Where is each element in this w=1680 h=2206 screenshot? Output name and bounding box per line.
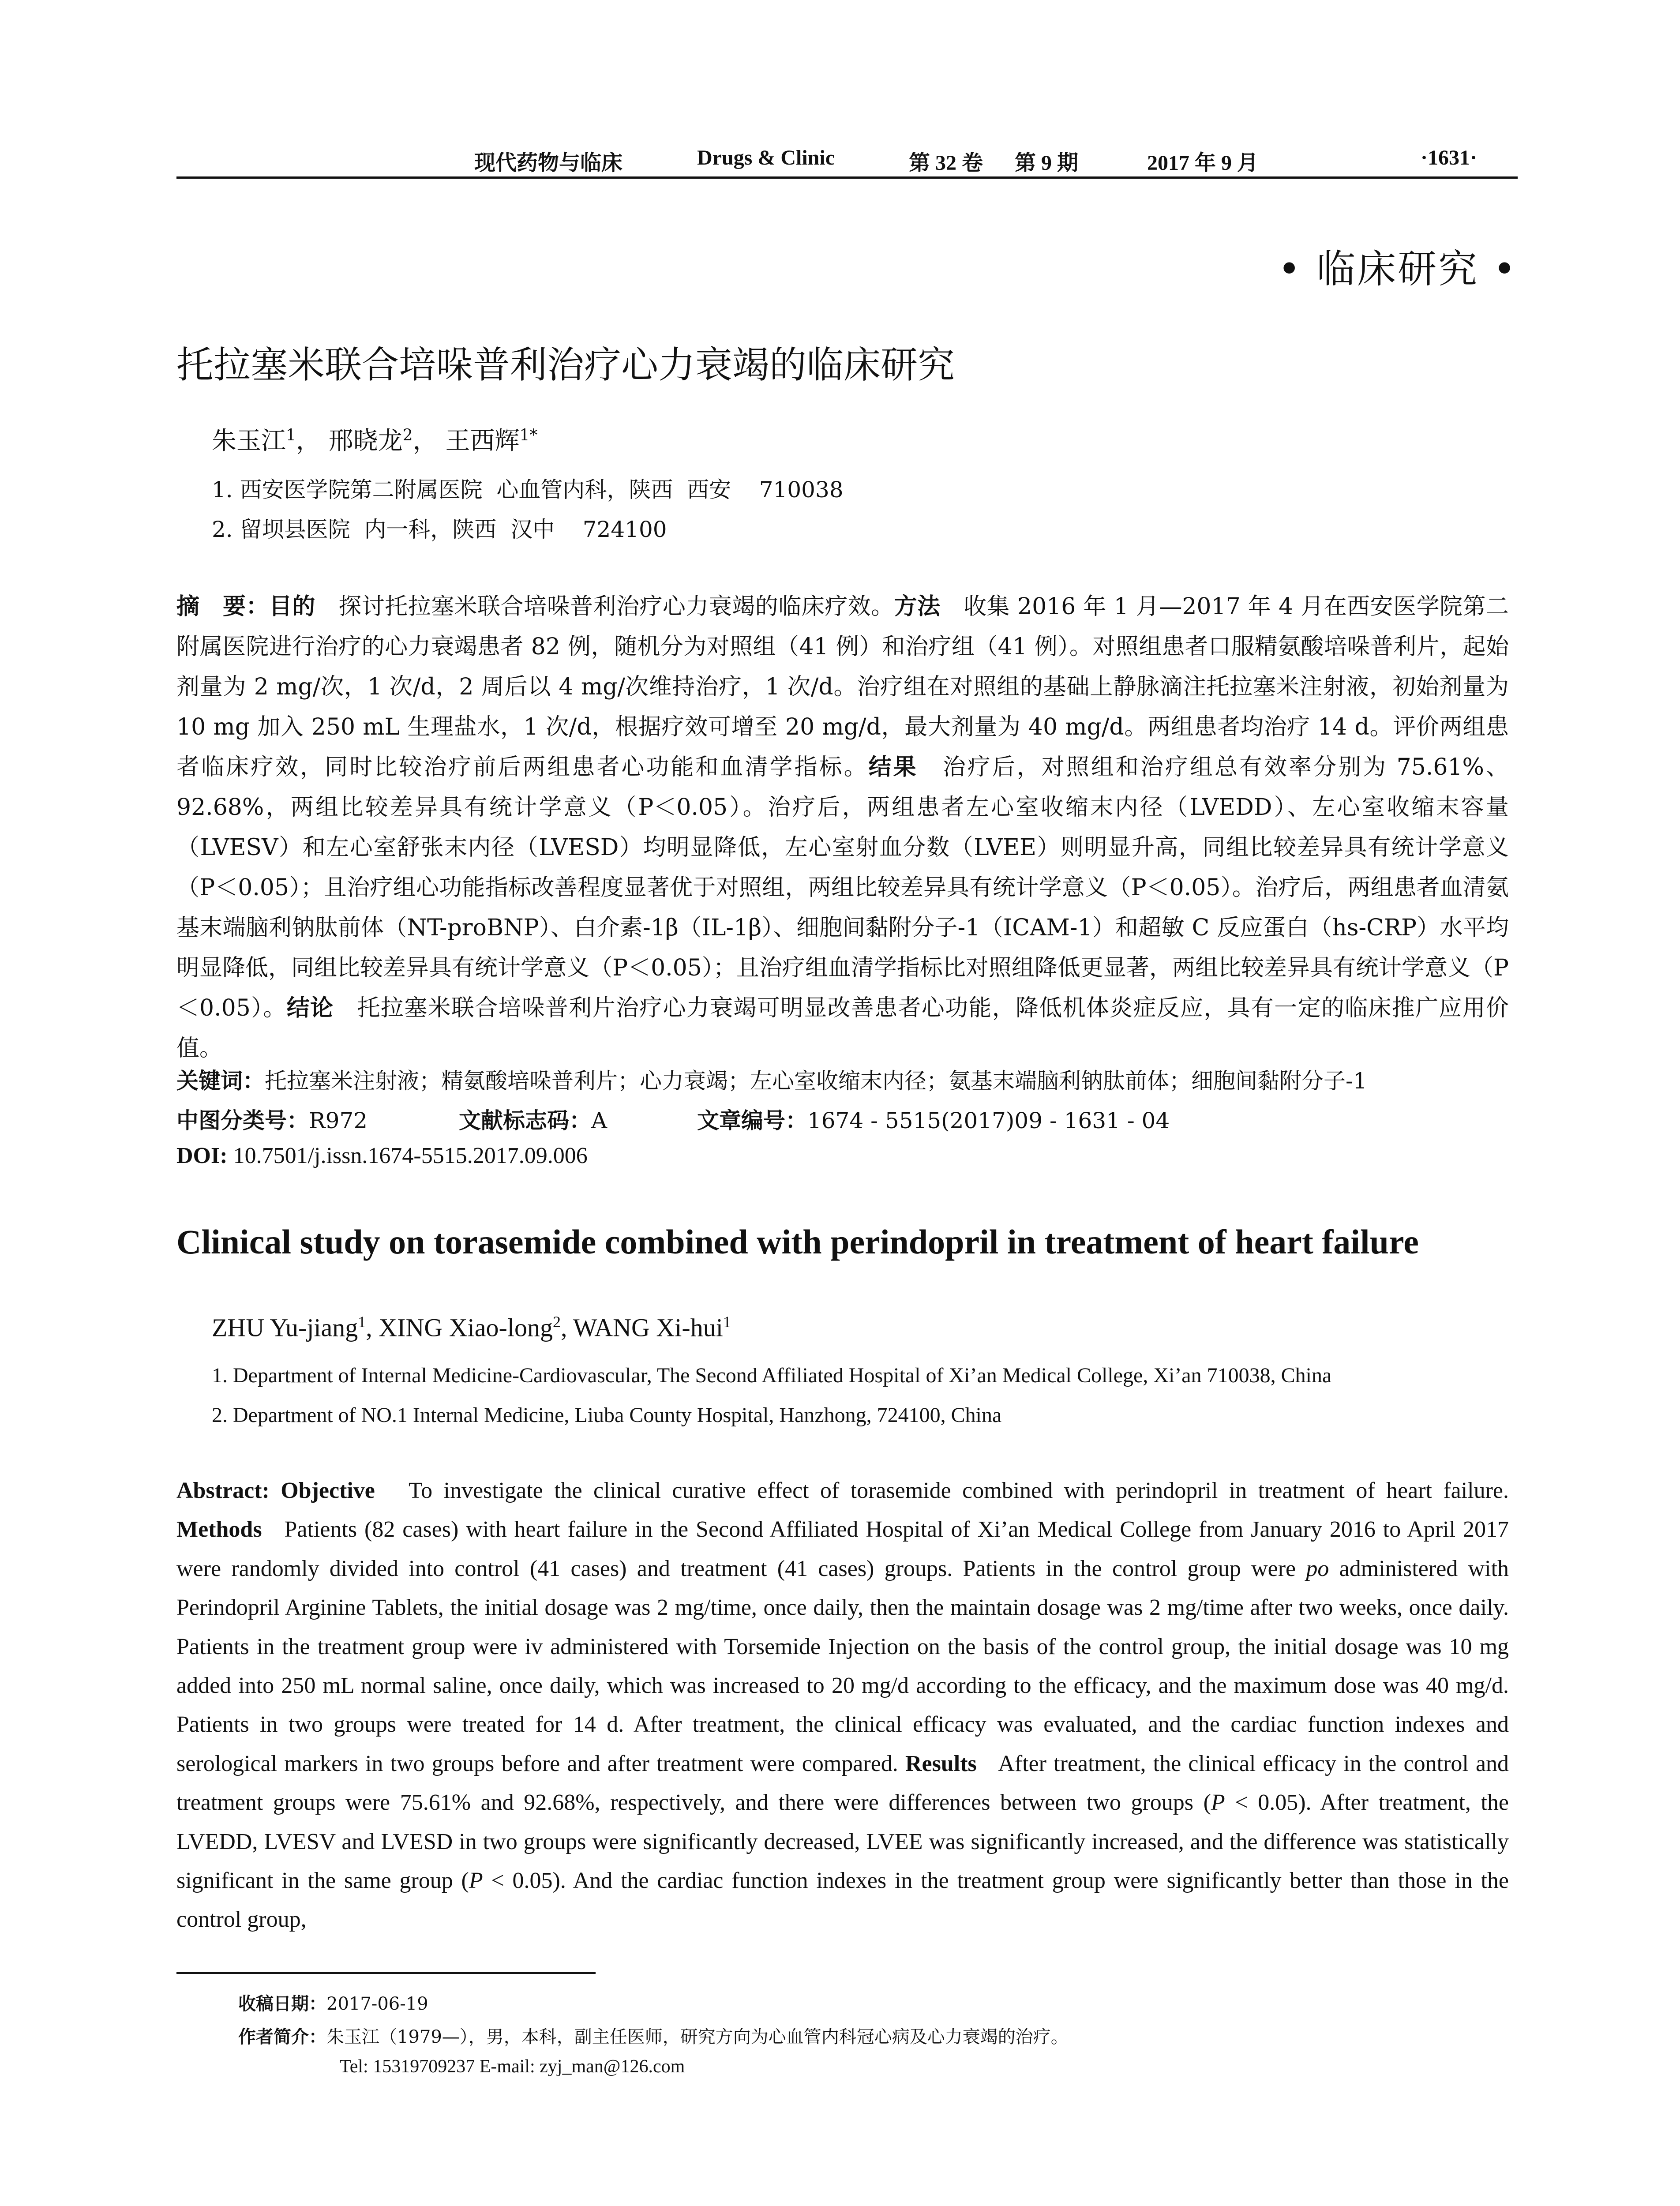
author-name-en: XING Xiao-long	[379, 1313, 553, 1342]
author-name-en: WANG Xi-hui	[573, 1313, 723, 1342]
authors-cn	[212, 421, 537, 457]
author-affiliation-mark: 1*	[519, 426, 538, 445]
affiliation-cn-1: 1. 西安医学院第二附属医院 心血管内科，陕西 西安 710038	[212, 477, 844, 503]
affiliation-cn-2: 2. 留坝县医院 内一科，陕西 汉中 724100	[212, 517, 667, 542]
doi-value: 10.7501/j.issn.1674-5515.2017.09.006	[233, 1143, 588, 1168]
keywords-cn	[176, 1063, 1526, 1095]
section-label: • 临床研究 •	[1278, 246, 1518, 292]
author-affiliation-mark-en: 2	[552, 1313, 561, 1331]
results-en-text-cont: < 0.05). After treatment, the LVEDD, LVESV and LVESD in two groups were significantly decreased, LVEE was significantly increased, and the difference was statistically significant in the same group (	[176, 1790, 1509, 1894]
article-no-label: 文章编号：	[697, 1108, 807, 1133]
abstract-en-label: Abstract:	[176, 1478, 270, 1503]
abstract-label: 摘 要：	[176, 593, 269, 620]
author-separator: ，	[296, 427, 321, 455]
keywords-text: 托拉塞米注射液；精氨酸培哚普利片；心力衰竭；左心室收缩末内径；氨基末端脑利钠肽前体；细胞间黏附分子-1	[265, 1068, 1367, 1094]
objective-en-text: To investigate the clinical curative effect of torasemide combined with perindopril in treatment of heart failure.	[409, 1478, 1509, 1503]
conclusion-label: 结论	[286, 995, 334, 1021]
issue-date: 2017 年 9 月	[1147, 151, 1259, 175]
results-en-label: Results	[905, 1751, 977, 1776]
results-en-text-end: < 0.05). And the cardiac function indexes in the treatment group were significantly better than those in the control group,	[176, 1868, 1509, 1932]
author-name: 朱玉江	[212, 427, 286, 455]
results-en-text: After treatment, the clinical efficacy in the control and treatment groups were 75.61% and 92.68%, respectively, and there were differences between two groups (	[176, 1751, 1509, 1816]
conclusion-text: 托拉塞米联合培哚普利片治疗心力衰竭可明显改善患者心功能，降低机体炎症反应，具有一定的临床推广应用价值。	[176, 995, 1509, 1062]
page-number: ·1631·	[1421, 146, 1478, 169]
methods-text: 收集 2016 年 1 月—2017 年 4 月在西安医学院第二附属医院进行治疗的心力衰竭患者 82 例，随机分为对照组（41 例）和治疗组（41 例）。对照组患者口服精氨酸培哚普利片，起始剂量为 2 mg/次，1 次/d，2 周后以 4 mg/次维持治疗，1 次/d。治疗组在对照组的基础上静脉滴注托拉塞米注射液，初始剂量为 10 mg 加入 250 mL 生理盐水，1 次/d，根据疗效可增至 20 mg/d，最大剂量为 40 mg/d。两组患者均治疗 14 d。评价两组患者临床疗效，同时比较治疗前后两组患者心功能和血清学指标。	[176, 593, 1509, 780]
methods-en-label: Methods	[176, 1517, 262, 1542]
keywords-label: 关键词：	[176, 1068, 265, 1094]
results-text: 治疗后，对照组和治疗组总有效率分别为 75.61%、92.68%，两组比较差异具有统计学意义（P＜0.05）。治疗后，两组患者左心室收缩末内径（LVEDD）、左心室收缩末容量（LVESV）和左心室舒张末内径（LVESD）均明显降低，左心室射血分数（LVEE）则明显升高，同组比较差异具有统计学意义（P＜0.05）；且治疗组心功能指标改善程度显著优于对照组，两组比较差异具有统计学意义（P＜0.05）。治疗后，两组患者血清氨基末端脑利钠肽前体（NT-proBNP）、白介素-1β（IL-1β）、细胞间黏附分子-1（ICAM-1）和超敏 C 反应蛋白（hs-CRP）水平均明显降低，同组比较差异具有统计学意义（P＜0.05）；且治疗组血清学指标比对照组降低更显著，两组比较差异具有统计学意义（P＜0.05）。	[176, 754, 1509, 1021]
received-value: 2017-06-19	[326, 1994, 428, 2014]
p-symbol: P	[1211, 1790, 1225, 1816]
author-contact: Tel: 15319709237 E-mail: zyj_man@126.com	[340, 2056, 685, 2077]
header-rule	[176, 176, 1518, 179]
author-separator: ，	[412, 427, 438, 455]
authors-en	[212, 1313, 731, 1342]
bio-label: 作者简介：	[238, 2027, 326, 2047]
author-affiliation-mark-en: 1	[358, 1313, 366, 1331]
received-date	[238, 1990, 428, 2015]
document-code	[459, 1103, 607, 1135]
methods-label: 方法	[894, 593, 941, 620]
footnote-rule	[176, 1972, 596, 1974]
author-name: 王西辉	[445, 427, 520, 455]
results-label: 结果	[868, 754, 918, 780]
abstract-cn	[176, 587, 1509, 1069]
objective-label: 目的	[269, 593, 315, 620]
clc-value: R972	[309, 1108, 368, 1133]
author-name: 邢晓龙	[328, 427, 403, 455]
objective-en-label: Objective	[281, 1478, 375, 1503]
author-separator-en: ,	[366, 1313, 379, 1342]
affiliation-en-1: 1. Department of Internal Medicine-Cardiovascular, The Second Affiliated Hospital of Xi’an Medical College, Xi’an 710038, China	[212, 1364, 1332, 1387]
bio-text: 朱玉江（1979—），男，本科，副主任医师，研究方向为心血管内科冠心病及心力衰竭的治疗。	[326, 2027, 1069, 2047]
author-bio	[238, 2023, 1069, 2048]
route-po: po	[1306, 1556, 1329, 1581]
author-affiliation-mark: 1	[286, 426, 296, 445]
doc-code-label: 文献标志码：	[459, 1108, 591, 1133]
article-number	[697, 1103, 1170, 1135]
doc-code-value: A	[591, 1108, 608, 1133]
p-symbol: P	[469, 1868, 483, 1894]
doi-line	[176, 1143, 588, 1169]
clc-number	[176, 1103, 368, 1135]
journal-name-cn: 现代药物与临床	[474, 151, 623, 175]
journal-name-en: Drugs & Clinic	[697, 146, 835, 169]
doi-label: DOI:	[176, 1143, 228, 1168]
author-affiliation-mark-en: 1	[723, 1313, 731, 1331]
author-affiliation-mark: 2	[402, 426, 413, 445]
methods-en-text-cont: administered with Perindopril Arginine Tablets, the initial dosage was 2 mg/time, once daily, then the maintain dosage was 2 mg/time after two weeks, once daily. Patients in the treatment group were iv administered with Torsemide Injection on the basis of the control group, the initial dosage was 10 mg added into 250 mL normal saline, once daily, which was increased to 20 mg/d according to the efficacy, and the maximum dose was 40 mg/d. Patients in two groups were treated for 14 d. After treatment, the clinical efficacy was evaluated, and the cardiac function indexes and serological markers in two groups before and after treatment were compared.	[176, 1556, 1509, 1776]
title-en: Clinical study on torasemide combined with perindopril in treatment of heart failure	[176, 1223, 1419, 1261]
article-no-value: 1674 - 5515(2017)09 - 1631 - 04	[807, 1108, 1170, 1133]
affiliation-en-2: 2. Department of NO.1 Internal Medicine, Liuba County Hospital, Hanzhong, 724100, China	[212, 1403, 1002, 1427]
author-name-en: ZHU Yu-jiang	[212, 1313, 358, 1342]
methods-en-text: Patients (82 cases) with heart failure in the Second Affiliated Hospital of Xi’an Medical College from January 2016 to April 2017 were randomly divided into control (41 cases) and treatment (41 cases) groups. Patients in the control group were	[176, 1517, 1509, 1581]
received-label: 收稿日期：	[238, 1994, 326, 2014]
objective-text: 探讨托拉塞米联合培哚普利治疗心力衰竭的临床疗效。	[338, 593, 894, 620]
volume: 第 32 卷	[909, 151, 983, 175]
author-separator-en: ,	[560, 1313, 573, 1342]
issue: 第 9 期	[1015, 151, 1079, 175]
title-cn: 托拉塞米联合培哚普利治疗心力衰竭的临床研究	[176, 343, 955, 386]
abstract-en	[176, 1471, 1509, 1940]
clc-label: 中图分类号：	[176, 1108, 309, 1133]
running-header	[176, 146, 1518, 176]
